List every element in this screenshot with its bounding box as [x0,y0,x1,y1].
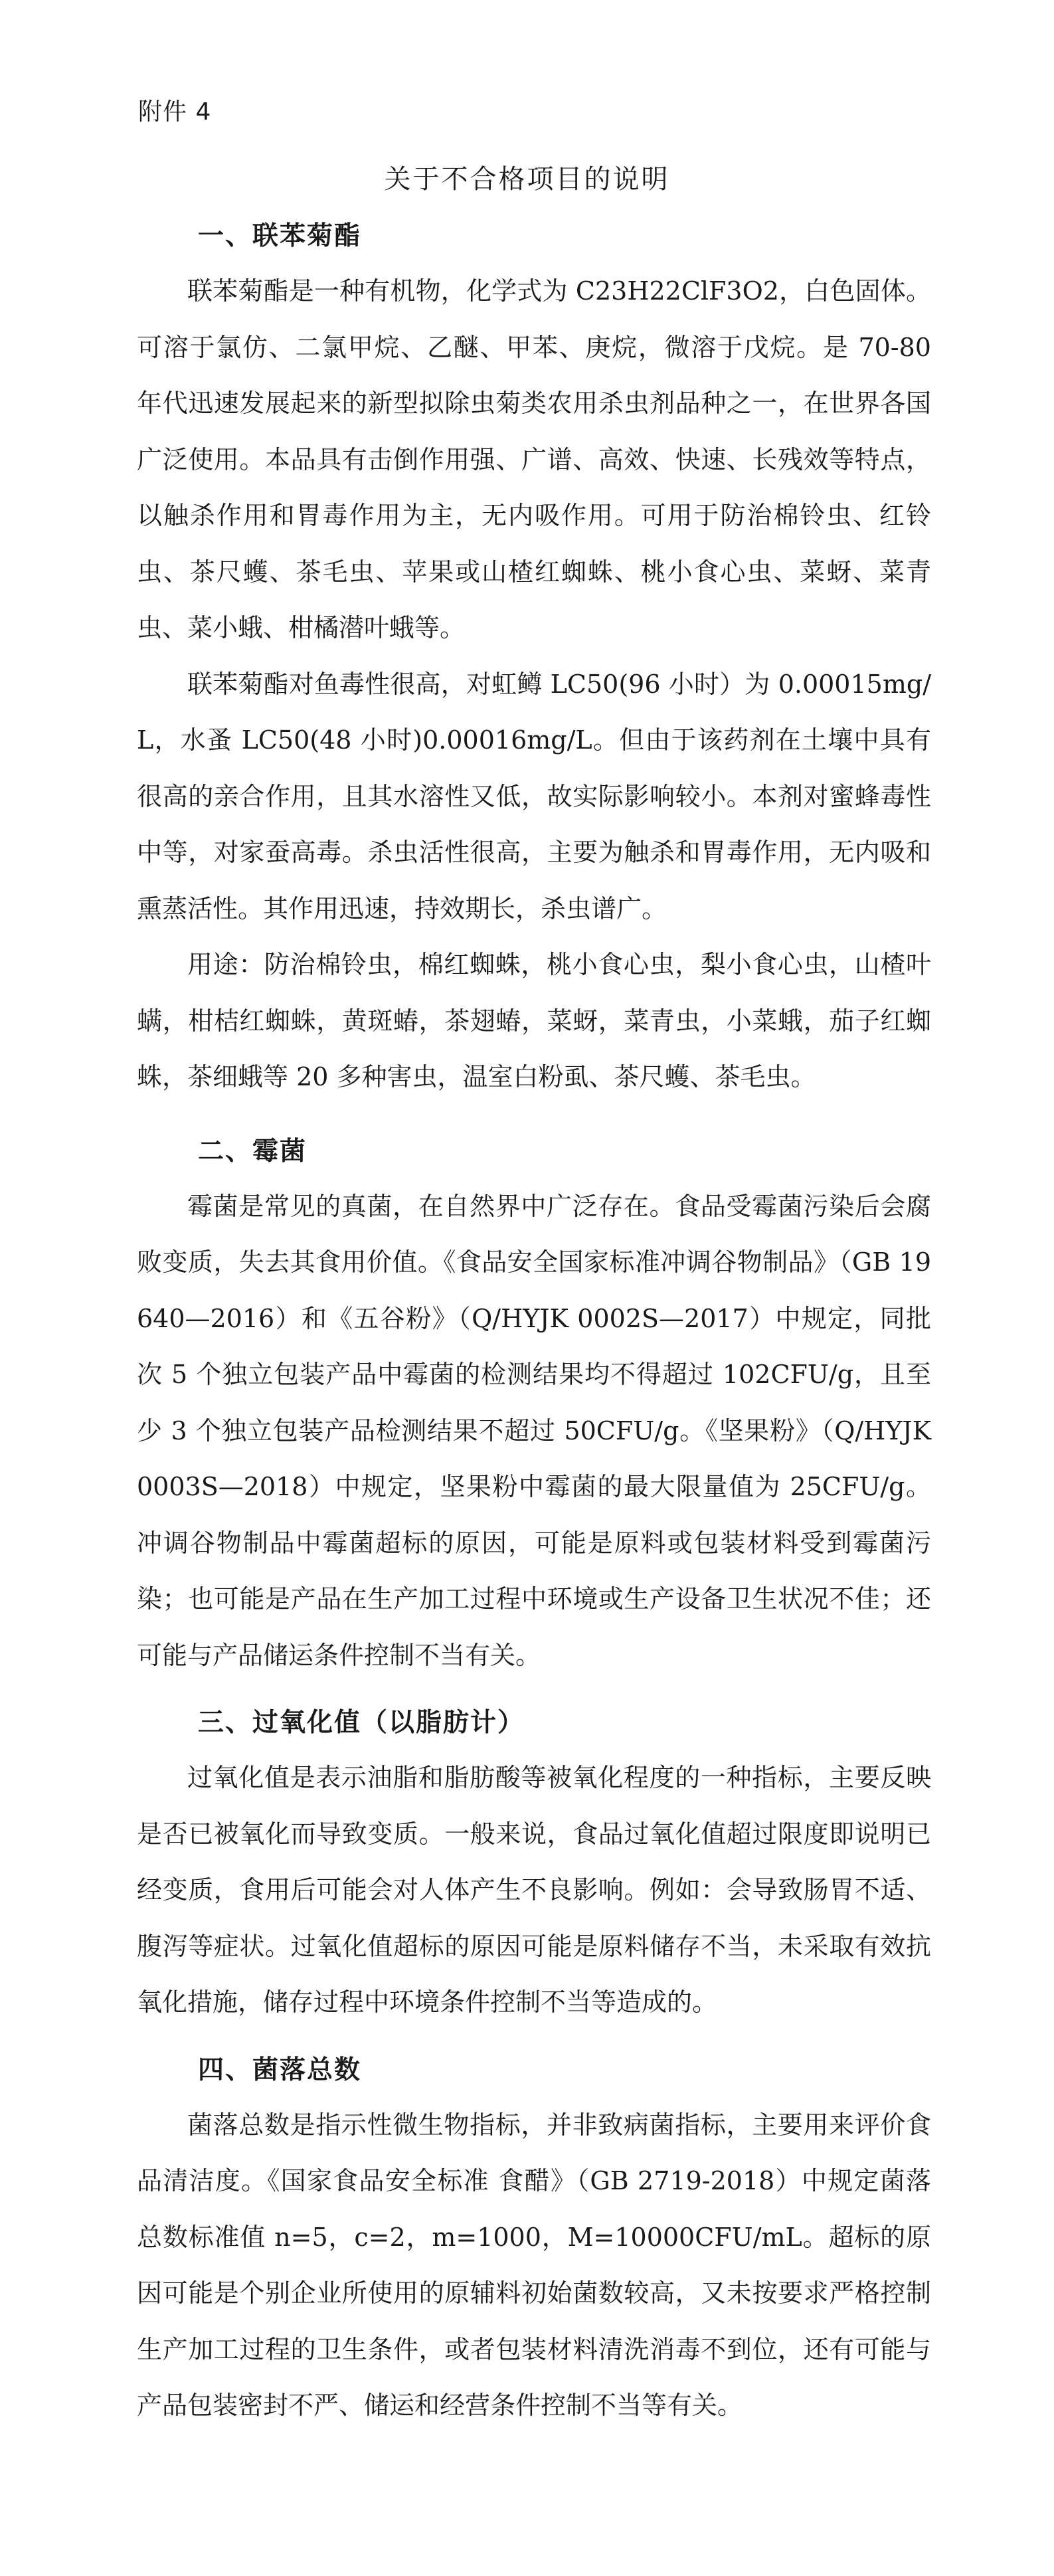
section-bifenthrin [137,210,931,1105]
section-heading: 一、联苯菊酯 [198,221,362,251]
section-heading: 二、霉菌 [198,1136,307,1166]
document-body [137,210,931,2434]
section-mold [137,1125,931,1684]
section-heading: 四、菌落总数 [198,2055,362,2085]
paragraph: 霉菌是常见的真菌，在自然界中广泛存在。食品受霉菌污染后会腐败变质，失去其食用价值。《食品安全国家标准冲调谷物制品》（GB 19640—2016）和《五谷粉》（Q/HYJK 0002S—2017）中规定，同批次 5 个独立包装产品中霉菌的检测结果均不得超过 102CFU/g，且至少 3 个独立包装产品检测结果不超过 50CFU/g。《坚果粉》（Q/HYJK 0003S—2018）中规定，坚果粉中霉菌的最大限量值为 25CFU/g。冲调谷物制品中霉菌超标的原因，可能是原料或包装材料受到霉菌污染；也可能是产品在生产加工过程中环境或生产设备卫生状况不佳；还可能与产品储运条件控制不当有关。 [137,1191,931,1670]
paragraph: 用途：防治棉铃虫，棉红蜘蛛，桃小食心虫，梨小食心虫，山楂叶螨，柑桔红蜘蛛，黄斑蝽，茶翅蝽，菜蚜，菜青虫，小菜蛾，茄子红蜘蛛，茶细蛾等 20 多种害虫，温室白粉虱、茶尺蠖、茶毛虫。 [137,950,931,1091]
document-title: 关于不合格项目的说明 [384,164,670,195]
section-peroxide-value [137,1697,931,2031]
annex-label: 附件 4 [138,98,212,126]
section-total-bacterial-count [137,2044,931,2434]
paragraph: 过氧化值是表示油脂和脂肪酸等被氧化程度的一种指标，主要反映是否已被氧化而导致变质。一般来说，食品过氧化值超过限度即说明已经变质，食用后可能会对人体产生不良影响。例如：会导致肠胃不适、腹泻等症状。过氧化值超标的原因可能是原料储存不当，未采取有效抗氧化措施，储存过程中环境条件控制不当等造成的。 [137,1763,931,2017]
paragraph: 联苯菊酯对鱼毒性很高，对虹鳟 LC50(96 小时）为 0.00015mg/L，水蚤 LC50(48 小时)0.00016mg/L。但由于该药剂在土壤中具有很高的亲合作用，且其水溶性又低，故实际影响较小。本剂对蜜蜂毒性中等，对家蚕高毒。杀虫活性很高，主要为触杀和胃毒作用，无内吸和熏蒸活性。其作用迅速，持效期长，杀虫谱广。 [137,669,931,923]
paragraph: 菌落总数是指示性微生物指标，并非致病菌指标，主要用来评价食品清洁度。《国家食品安全标准 食醋》（GB 2719-2018）中规定菌落总数标准值 n=5，c=2，m=1000，M=10000CFU/mL。超标的原因可能是个别企业所使用的原辅料初始菌数较高，又未按要求严格控制生产加工过程的卫生条件，或者包装材料清洗消毒不到位，还有可能与产品包装密封不严、储运和经营条件控制不当等有关。 [137,2110,931,2420]
paragraph: 联苯菊酯是一种有机物，化学式为 C23H22ClF3O2，白色固体。可溶于氯仿、二氯甲烷、乙醚、甲苯、庚烷，微溶于戊烷。是 70-80 年代迅速发展起来的新型拟除虫菊类农用杀虫剂品种之一，在世界各国广泛使用。本品具有击倒作用强、广谱、高效、快速、长残效等特点，以触杀作用和胃毒作用为主，无内吸作用。可用于防治棉铃虫、红铃虫、茶尺蠖、茶毛虫、苹果或山楂红蜘蛛、桃小食心虫、菜蚜、菜青虫、菜小蛾、柑橘潜叶蛾等。 [137,276,931,642]
section-heading: 三、过氧化值（以脂肪计） [198,1708,525,1738]
